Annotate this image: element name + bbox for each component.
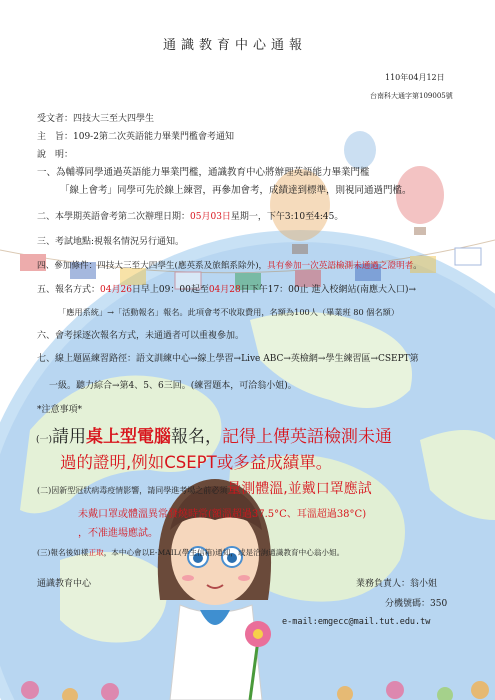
item-4-end: 。 — [413, 261, 422, 271]
note-1-prefix: (一) — [36, 435, 53, 445]
notes-label: *注意事項* — [37, 405, 83, 415]
item-7-line-2: 一級。聽力綜合→第4、5、6三回。(練習題本，可洽翁小姐)。 — [49, 381, 297, 391]
note-3-rest: ，本中心會以E-MAIL(學生信箱)通知，或是洽詢通識教育中心翁小姐。 — [103, 548, 345, 557]
item-5-line-2: 「應用系統」→「活動報名」報名。此項會考不收取費用，名額為100人（畢業班 80 個名額） — [58, 307, 400, 317]
item-7-line-1: 七、線上題區練習路徑：語文訓練中心→線上學習→Live ABC→英檢網→學生練習區→CSEPT第 — [37, 354, 419, 364]
registration-end-date: 04月28 — [208, 285, 241, 295]
note-1-text: 請用 — [52, 427, 87, 447]
note-3-text: (三)報名後如樣 — [37, 548, 89, 557]
issue-date: 110年04月12日 — [385, 73, 445, 82]
item-2-text: 二、本學期英語會考第二次辦理日期： — [37, 212, 191, 222]
subject-line: 主 旨：109-2第二次英語能力畢業門檻會考通知 — [37, 132, 234, 142]
note-1-line-2: 過的證明,例如CSEPT或多益成績單。 — [60, 453, 333, 472]
note-2-line-3: ，不准進場應試。 — [78, 528, 158, 539]
note-2-line-1 — [37, 482, 372, 498]
notice-title: 通識教育中心通報 — [163, 38, 308, 53]
item-5-registration — [37, 284, 416, 296]
explanation-label: 說 明： — [37, 150, 74, 160]
item-2-time: 星期一，下午3:10至4:45。 — [230, 212, 344, 222]
note-1-line-1 — [36, 426, 392, 451]
item-5-to: 日下午17：00止 進入校網站(南應大入口)→ — [240, 285, 417, 295]
eligibility-highlight: 具有參加一次英語檢測未通過之證明者 — [267, 261, 414, 271]
item-1-line-2: 「線上會考」同學可先於線上練習，再參加會考，成績達到標準，則視同通過門檻。 — [60, 185, 412, 196]
item-1-line-1: 一、為輔導同學通過英語能力畢業門檻，通識教育中心將辦理英語能力畢業門檻 — [37, 167, 370, 178]
exam-date-highlight: 05月03日 — [190, 212, 231, 222]
footer-org: 通識教育中心 — [37, 579, 92, 589]
item-3-location: 三、考試地點:視報名情況另行通知。 — [37, 237, 185, 247]
footer-extension: 分機號碼：350 — [385, 599, 448, 609]
footer-email: e-mail:emgecc@mail.tut.edu.tw — [282, 617, 431, 627]
item-2-exam-date — [37, 211, 343, 223]
item-4-text: 四、參加條件：四技大三至大四學生(應英系及旅館系除外)， — [37, 261, 268, 271]
item-5-from: 日早上09：00起至 — [131, 285, 209, 295]
note-2-line-2: 未戴口罩或體溫異常發燒時常(額溫超過37.5°C、耳溫超過38°C) — [78, 509, 367, 520]
note-3-notification — [37, 547, 344, 559]
desktop-computer-highlight: 桌上型電腦 — [86, 427, 172, 447]
document-number: 台南科大通字第109005號 — [370, 92, 453, 100]
note-1-register: 報名， — [171, 427, 223, 447]
footer-contact-person: 業務負責人：翁小姐 — [356, 579, 438, 589]
note-2-text: (二)因新型冠狀病毒疫情影響，請同學進考場之前必須 — [37, 486, 228, 495]
registration-start-date: 04月26 — [100, 285, 132, 295]
admitted-highlight: 正取 — [88, 548, 104, 557]
item-5-text: 五、報名方式： — [37, 285, 101, 295]
item-6-repeat: 六、會考採逐次報名方式，未通過者可以重複參加。 — [37, 331, 245, 341]
recipient-line: 受文者：四技大三至大四學生 — [37, 114, 155, 124]
temperature-mask-highlight: 量測體溫,並戴口罩應試 — [227, 481, 372, 497]
item-4-eligibility — [37, 260, 422, 272]
upload-proof-highlight: 記得上傳英語檢測未通 — [222, 427, 393, 447]
